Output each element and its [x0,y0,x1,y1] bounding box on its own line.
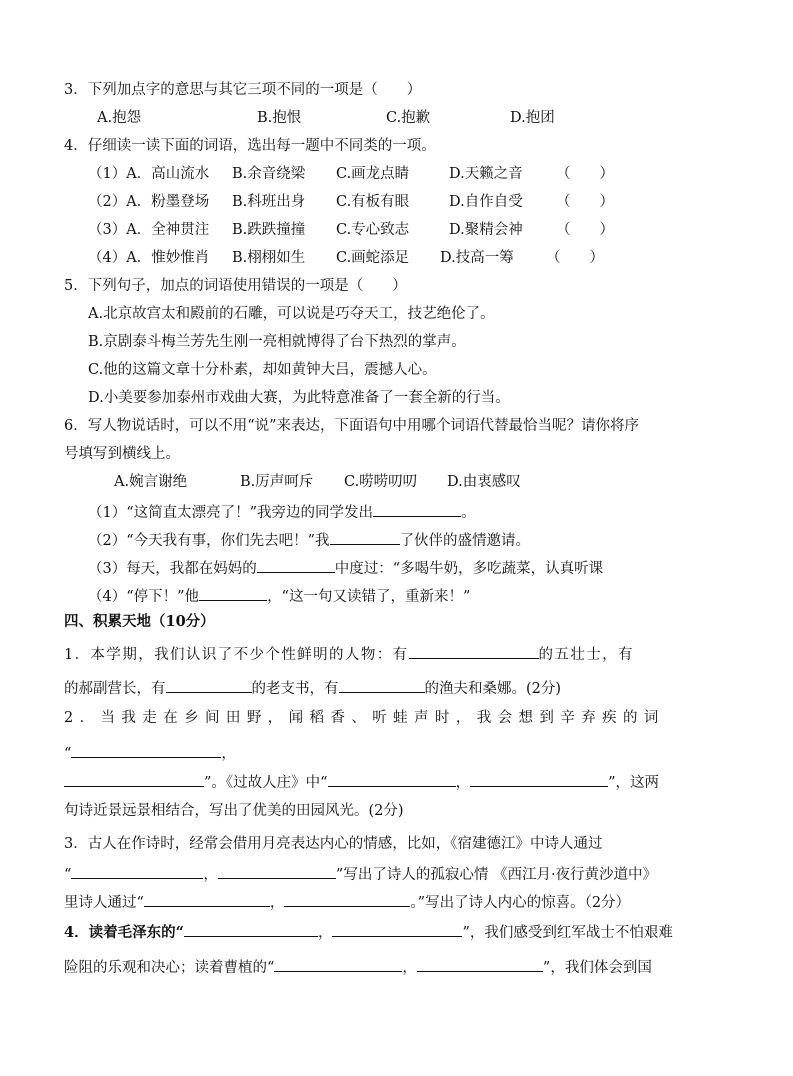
q6-option-d: D.由衷感叹 [447,474,521,490]
q6-option-b: B.厉声呵斥 [240,474,314,490]
s4-p4-line1: 4．读着毛泽东的“ ， ”，我们感受到红军战士不怕艰难 [64,924,673,941]
answer-blank[interactable] [470,773,608,787]
q4-row1-c: C.画龙点睛 [336,166,410,182]
q3-stem: 3．下列加点字的意思与其它三项不同的一项是（ ） [64,82,422,98]
q4-row2-a: （2）A．粉墨登场 [88,194,210,210]
q4-row4-a: （4）A．惟妙惟肖 [88,250,210,266]
s4-p2-line1: 2．当我走在乡间田野，闻稻香、听蛙声时，我会想到辛弃疾的词 [64,710,665,726]
q6-item-1: （1）“这简直太漂亮了！”我旁边的同学发出 。 [88,505,476,521]
q4-row4-d: D.技高一筹 [440,250,514,266]
s4-p2-line4: 句诗近景远景相结合，写出了优美的田园风光。(2分) [64,803,404,819]
s4-p2-line2: “ ， [64,746,236,762]
answer-blank[interactable] [409,645,539,659]
q4-row2-d: D.自作自受 [449,194,523,210]
answer-blank[interactable] [257,559,335,573]
answer-blank[interactable] [339,679,425,693]
s4-p2-line3: ”。《过故人庄》中“ ， ”，这两 [64,773,659,791]
answer-blank[interactable] [328,773,456,787]
answer-blank[interactable] [184,923,318,937]
answer-blank[interactable] [284,893,410,907]
q6-item-4: （4）“停下！”他 ，“这一句又读错了，重新来！” [88,589,471,605]
q6-stem-line2: 号填写到横线上。 [64,446,180,462]
q5-option-a: A.北京故宫太和殿前的石雕，可以说是巧夺天工，技艺绝伦了。 [88,306,495,322]
q4-stem: 4．仔细读一读下面的词语，选出每一题中不同类的一项。 [64,138,436,154]
answer-blank[interactable] [417,958,543,972]
s4-p3-line3: 里诗人通过“ ， 。”写出了诗人内心的惊喜。（2分） [64,895,631,911]
q5-option-b: B.京剧泰斗梅兰芳先生刚一亮相就博得了台下热烈的掌声。 [88,334,466,350]
answer-blank[interactable] [218,865,336,879]
answer-blank[interactable] [330,531,400,545]
q4-row3-a: （3）A．全神贯注 [88,222,210,238]
section-heading: 四、积累天地（10分） [64,613,215,630]
q4-row3-d: D.聚精会神 [449,222,523,238]
answer-blank[interactable] [71,865,203,879]
q5-option-d: D.小美要参加泰州市戏曲大赛，为此特意准备了一套全新的行当。 [88,390,510,406]
q4-row3-b: B.跌跌撞撞 [232,222,306,238]
s4-p1-line2: 的郝副营长，有 的老支书，有 的渔夫和桑娜。(2分) [64,681,562,697]
answer-blank[interactable] [199,587,267,601]
q5-option-c: C.他的这篇文章十分朴素，却如黄钟大吕，震撼人心。 [88,362,437,378]
answer-blank[interactable] [166,679,252,693]
s4-p3-line1: 3．古人在作诗时，经常会借用月亮表达内心的情感，比如，《宿建德江》中诗人通过 [64,836,603,852]
q4-row1-answer: （ ） [556,166,614,182]
q6-item-3: （3）每天，我都在妈妈的 中度过：“多喝牛奶，多吃蔬菜，认真听课 [88,561,604,577]
s4-p4-line2: 险阻的乐观和决心；读着曹植的“ ， ”，我们体会到国 [64,960,652,976]
q6-option-c: C.唠唠叨叨 [344,474,418,490]
answer-blank[interactable] [71,744,221,758]
q3-option-b: B.抱恨 [257,110,302,126]
s4-p3-line2: “ ， ”写出了诗人的孤寂心情 《西江月·夜行黄沙道中》 [64,867,658,883]
answer-blank[interactable] [332,923,462,937]
answer-blank[interactable] [373,503,461,517]
q4-row1-b: B.余音绕梁 [232,166,306,182]
q4-row3-answer: （ ） [556,222,614,238]
q4-row2-c: C.有板有眼 [336,194,410,210]
q5-stem: 5．下列句子，加点的词语使用错误的一项是（ ） [64,278,407,294]
answer-blank[interactable] [274,958,402,972]
q4-row4-c: C.画蛇添足 [336,250,410,266]
q4-row4-b: B.栩栩如生 [232,250,306,266]
q4-row1-d: D.天籁之音 [449,166,523,182]
q6-stem-line1: 6．写人物说话时，可以不用“说”来表达，下面语句中用哪个词语代替最恰当呢？请你将序 [64,418,640,434]
s4-p1-line1: 1．本学期，我们认识了不少个性鲜明的人物：有 的五壮士，有 [64,647,634,663]
q4-row3-c: C.专心致志 [336,222,410,238]
q3-option-a: A.抱怨 [97,110,142,126]
answer-blank[interactable] [144,893,270,907]
answer-blank[interactable] [64,773,204,787]
q6-option-a: A.婉言谢绝 [114,474,188,490]
q4-row4-answer: （ ） [546,250,604,266]
q4-row2-b: B.科班出身 [232,194,306,210]
q4-row2-answer: （ ） [556,194,614,210]
q6-item-2: （2）“今天我有事，你们先去吧！”我 了伙伴的盛情邀请。 [88,533,531,549]
q3-option-d: D.抱团 [510,110,555,126]
q3-option-c: C.抱歉 [386,110,431,126]
q4-row1-a: （1）A．高山流水 [88,166,210,182]
